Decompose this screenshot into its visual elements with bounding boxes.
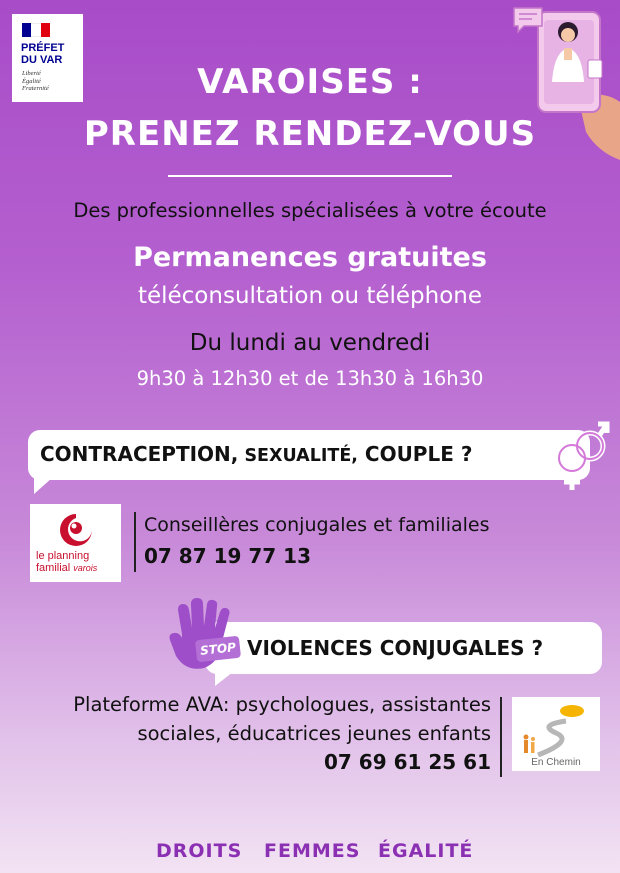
contraception-phone[interactable]: 07 87 19 77 13 — [144, 544, 312, 568]
gender-symbols-icon — [552, 416, 610, 494]
main-title-line1: VAROISES : — [197, 62, 423, 102]
separator — [500, 697, 502, 777]
ava-description-line1: Plateforme AVA: psychologues, assistantes — [73, 693, 491, 716]
days-available: Du lundi au vendredi — [189, 330, 431, 356]
main-title-line2: PRENEZ RENDEZ-VOUS — [83, 114, 537, 154]
ava-description — [0, 690, 491, 777]
opening-hours: 9h30 à 12h30 et de 13h30 à 16h30 — [136, 367, 484, 390]
contraception-description: Conseillères conjugales et familiales — [144, 514, 490, 536]
footer-droits: DROITS — [156, 840, 243, 862]
ava-description-line2: sociales, éducatrices jeunes enfants — [137, 722, 491, 745]
en-chemin-logo — [512, 697, 600, 771]
french-flag-icon — [22, 23, 50, 37]
stop-label: STOP — [195, 636, 241, 662]
permanences-heading: Permanences gratuites — [133, 242, 487, 273]
planning-logo-line3: varois — [73, 563, 98, 573]
planning-familial-logo — [30, 504, 121, 582]
planning-familial-emblem-icon — [58, 512, 94, 548]
violences-banner-text: VIOLENCES CONJUGALES ? — [247, 636, 544, 660]
contraception-banner-text: CONTRACEPTION, SEXUALITÉ, COUPLE ? — [40, 442, 473, 466]
consultation-modes: téléconsultation ou téléphone — [137, 283, 483, 309]
subtitle: Des professionnelles spécialisées à votre écoute — [73, 199, 547, 222]
footer-egalite: ÉGALITÉ — [378, 840, 474, 862]
en-chemin-text: En Chemin — [531, 757, 581, 768]
en-chemin-path-icon — [516, 699, 596, 757]
separator — [134, 512, 136, 572]
footer-femmes: FEMMES — [264, 840, 361, 862]
prefet-name: PRÉFET DU VAR — [21, 42, 65, 66]
title-divider — [168, 175, 452, 177]
violences-phone[interactable]: 07 69 61 25 61 — [323, 750, 491, 774]
planning-logo-line1: le planning — [36, 550, 90, 562]
planning-logo-line2: familial — [36, 562, 71, 574]
bubble-tail — [34, 478, 52, 494]
republic-motto: Liberté Égalité Fraternité — [22, 70, 49, 92]
